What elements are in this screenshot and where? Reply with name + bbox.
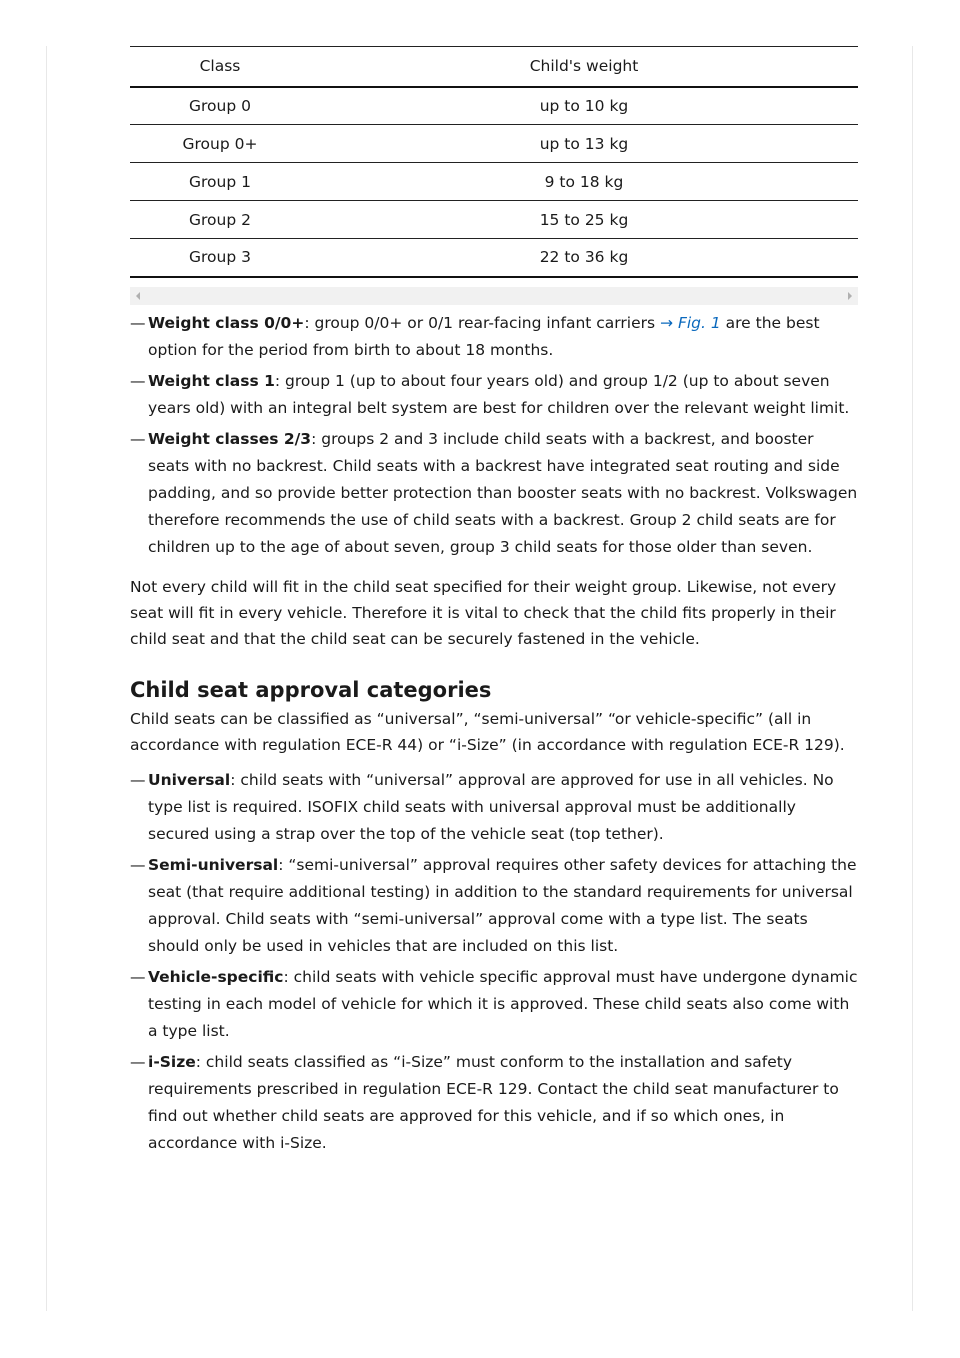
- dash-bullet: —: [130, 770, 146, 789]
- triangle-right-icon[interactable]: [848, 292, 852, 300]
- right-page-border: [912, 46, 913, 1311]
- list-term: Weight classes 2/3: [148, 429, 312, 448]
- list-item: [130, 767, 858, 848]
- list-term: i-Size: [148, 1052, 196, 1071]
- cell-weight: 9 to 18 kg: [310, 163, 858, 201]
- list-text: : groups 2 and 3 include child seats with a backrest, and booster seats with no backrest. Child seats with a backrest have integrated seat routing and side padding, and so provide better protection than booster seats with no backrest. Volkswagen therefore recommends the use of child seats with a backrest. Group 2 child seats are for children up to the age of about seven, group 3 child seats for those older than seven.: [148, 429, 858, 556]
- dash-bullet: —: [130, 967, 146, 986]
- table-row: [130, 125, 858, 163]
- list-item: [130, 1049, 858, 1157]
- table-horizontal-scrollbar[interactable]: [130, 287, 858, 305]
- list-item: [130, 964, 858, 1045]
- dash-bullet: —: [130, 371, 146, 390]
- dash-bullet: —: [130, 313, 146, 332]
- cell-class: Group 2: [130, 201, 310, 239]
- list-text: : child seats classified as “i-Size” must conform to the installation and safety requirements prescribed in regulation ECE-R 129. Contact the child seat manufacturer to find out whether child seats are approved for this vehicle, and if so which ones, in accordance with i-Size.: [148, 1052, 839, 1152]
- cell-weight: up to 10 kg: [310, 87, 858, 125]
- triangle-left-icon[interactable]: [136, 292, 140, 300]
- arrow-right-icon[interactable]: →: [660, 313, 673, 332]
- table-header-row: [130, 47, 858, 87]
- weight-class-table: [130, 46, 858, 278]
- list-item: [130, 426, 858, 561]
- fit-paragraph: Not every child will fit in the child seat specified for their weight group. Likewise, not every seat will fit in every vehicle. Therefore it is vital to check that the child fits properly in their child seat and that the child seat can be securely fastened in the vehicle.: [130, 577, 837, 648]
- list-text: : child seats with “universal” approval are approved for use in all vehicles. No type list is required. ISOFIX child seats with universal approval must be additionally secured using a strap over the top of the vehicle seat (top tether).: [148, 770, 834, 843]
- fig-1-link[interactable]: Fig. 1: [677, 313, 721, 332]
- cell-class: Group 0+: [130, 125, 310, 163]
- approval-category-list: [130, 767, 858, 1157]
- list-term: Vehicle-specific: [148, 967, 284, 986]
- approval-intro-paragraph: Child seats can be classified as “universal”, “semi-universal” “or vehicle-specific” (all in accordance with regulation ECE-R 44) or “i-Size” (in accordance with regulation ECE-R 129).: [130, 709, 845, 754]
- left-page-border: [46, 46, 47, 1311]
- dash-bullet: —: [130, 855, 146, 874]
- dash-bullet: —: [130, 429, 146, 448]
- header-childs-weight: Child's weight: [310, 47, 858, 87]
- cell-weight: 15 to 25 kg: [310, 201, 858, 239]
- list-text: : group 0/0+ or 0/1 rear-facing infant carriers: [304, 313, 660, 332]
- cell-class: Group 1: [130, 163, 310, 201]
- cell-weight: up to 13 kg: [310, 125, 858, 163]
- table-row: [130, 239, 858, 277]
- dash-bullet: —: [130, 1052, 146, 1071]
- table-row: [130, 163, 858, 201]
- list-item: [130, 368, 858, 422]
- list-item: [130, 310, 858, 364]
- list-term: Universal: [148, 770, 231, 789]
- table-row: [130, 87, 858, 125]
- list-text: : “semi-universal” approval requires other safety devices for attaching the seat (that require additional testing) in addition to the standard requirements for universal approval. Child seats with “semi-universal” approval come with a type list. The seats should only be used in vehicles that are included on this list.: [148, 855, 857, 955]
- cell-class: Group 3: [130, 239, 310, 277]
- list-term: Semi-universal: [148, 855, 279, 874]
- list-item: [130, 852, 858, 960]
- weight-class-list: [130, 310, 858, 561]
- list-text: : child seats with vehicle specific approval must have undergone dynamic testing in each model of vehicle for which it is approved. These child seats also come with a type list.: [148, 967, 858, 1040]
- section-heading: Child seat approval categories: [130, 677, 492, 702]
- table-row: [130, 201, 858, 239]
- list-text: : group 1 (up to about four years old) and group 1/2 (up to about seven years old) with an integral belt system are best for children over the relevant weight limit.: [148, 371, 850, 417]
- page-content: [130, 46, 858, 1157]
- cell-class: Group 0: [130, 87, 310, 125]
- header-class: Class: [130, 47, 310, 87]
- list-term: Weight class 0/0+: [148, 313, 305, 332]
- cell-weight: 22 to 36 kg: [310, 239, 858, 277]
- list-term: Weight class 1: [148, 371, 275, 390]
- list-text: are the best option for the period from birth to about 18 months.: [148, 313, 820, 359]
